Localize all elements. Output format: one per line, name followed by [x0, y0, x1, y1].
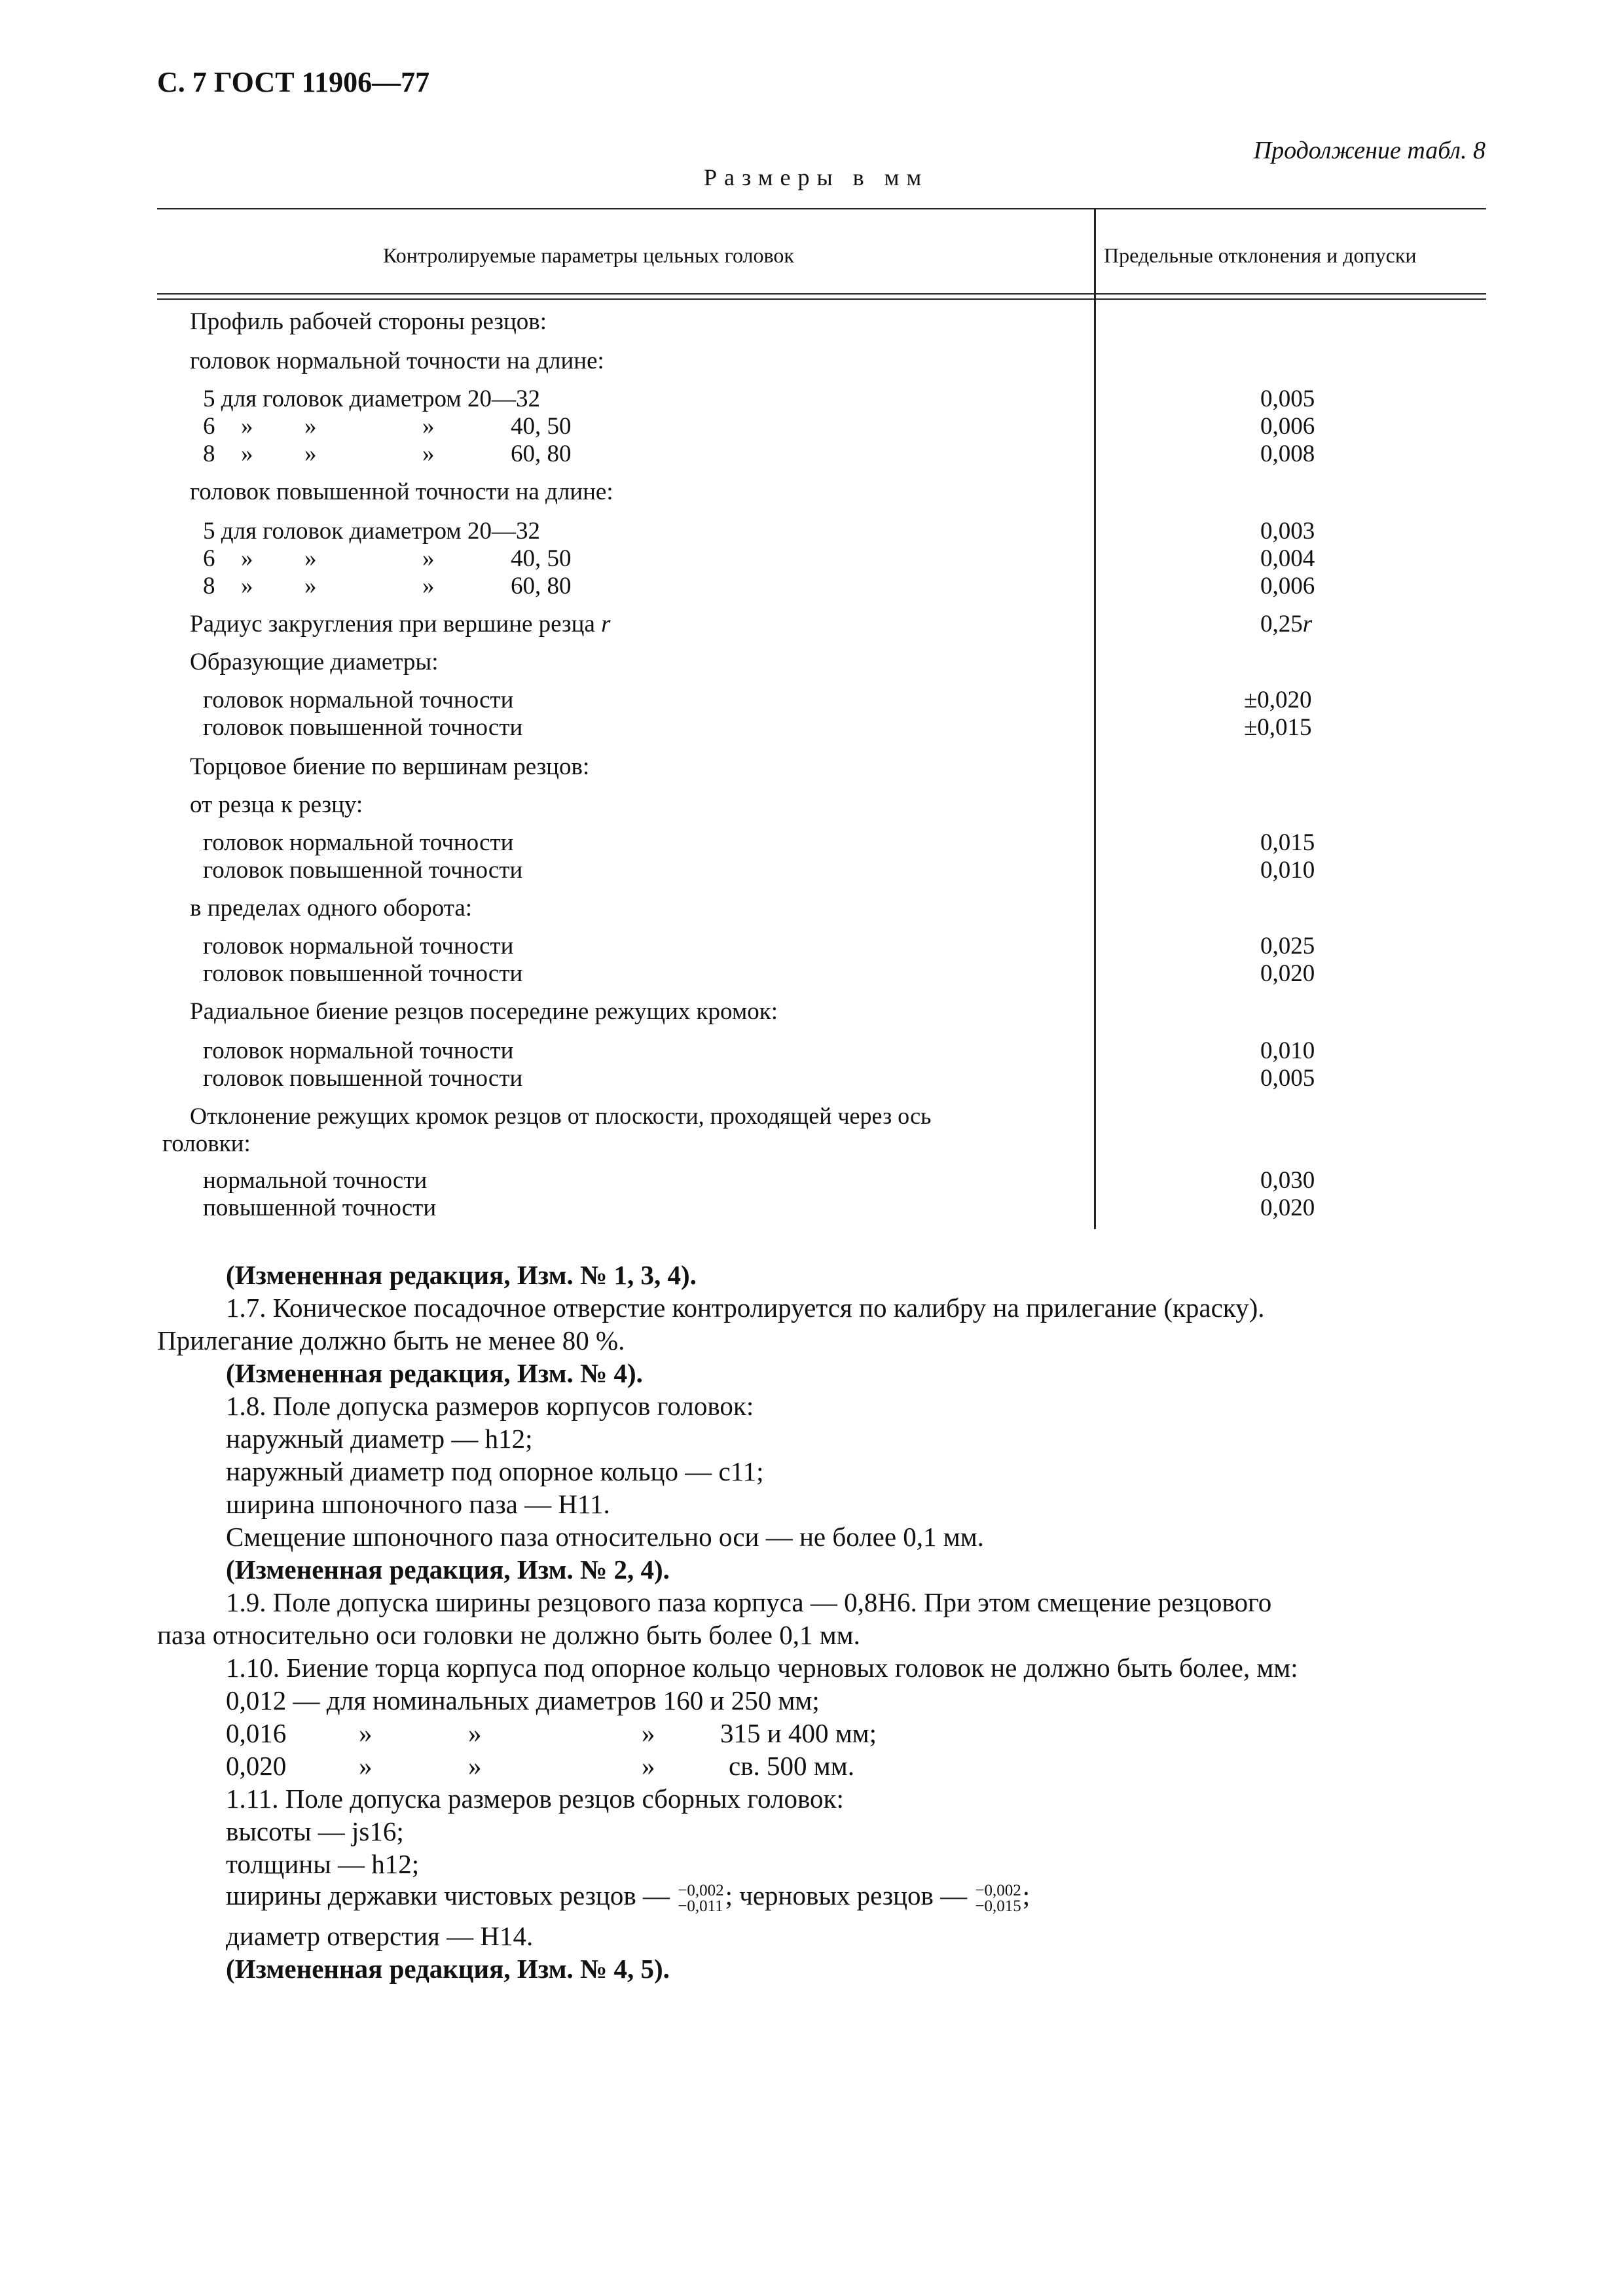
cutter-width-text: ширины державки чистовых резцов —: [226, 1880, 677, 1910]
table-value: 0,030: [1260, 1167, 1315, 1194]
table-value: ±0,020: [1244, 687, 1312, 713]
table-value: ±0,015: [1244, 714, 1312, 741]
ditto-mark: »: [422, 573, 435, 600]
paragraph-1-7-cont: Прилегание должно быть не менее 80 %.: [157, 1325, 625, 1355]
list-item: диаметр отверстия — H14.: [226, 1921, 534, 1951]
tolerance-lower: −0,015: [975, 1897, 1021, 1915]
ditto-mark: »: [642, 1718, 655, 1748]
list-item: [226, 1880, 1030, 1914]
table-value: 0,005: [1260, 1065, 1315, 1092]
table-value: 0,003: [1260, 518, 1315, 545]
ditto-mark: »: [304, 440, 317, 467]
table-row: Профиль рабочей стороны резцов:: [190, 308, 547, 335]
table-row: 40, 50: [511, 545, 572, 572]
table-top-rule: [157, 208, 1486, 209]
list-item-value: 0,016: [226, 1718, 287, 1748]
amendment-note: (Измененная редакция, Изм. № 2, 4).: [226, 1554, 670, 1585]
table-row: [190, 610, 611, 638]
table-value: 0,025: [1260, 933, 1315, 960]
table-row: головок повышенной точности: [203, 857, 523, 884]
ditto-mark: »: [304, 545, 317, 572]
ditto-mark: »: [468, 1718, 482, 1748]
table-row: 5 для головок диаметром 20—32: [203, 518, 540, 545]
table-row: 8: [203, 573, 215, 600]
table-row: головок повышенной точности: [203, 714, 523, 741]
radius-value-symbol: r: [1302, 611, 1313, 637]
ditto-mark: »: [241, 545, 253, 572]
ditto-mark: »: [422, 440, 435, 467]
table-row: Радиальное биение резцов посередине режущих кромок:: [190, 998, 778, 1025]
amendment-note: (Измененная редакция, Изм. № 4, 5).: [226, 1954, 670, 1984]
rough-cutter-text: ; черновых резцов —: [725, 1880, 974, 1910]
table-column-divider: [1094, 208, 1096, 1229]
radius-symbol: r: [601, 611, 611, 637]
table-value: 0,020: [1260, 1194, 1315, 1221]
tolerance-upper: −0,002: [678, 1881, 724, 1899]
table-row: головок нормальной точности на длине:: [190, 348, 604, 374]
table-row: от резца к резцу:: [190, 791, 363, 818]
tolerance-lower: −0,011: [678, 1897, 723, 1915]
table-row: 60, 80: [511, 573, 572, 600]
table-header-rule-2: [157, 298, 1486, 300]
table-row: 40, 50: [511, 413, 572, 440]
table-row: головок нормальной точности: [203, 933, 514, 960]
table-value: 0,015: [1260, 829, 1315, 856]
table-row: Образующие диаметры:: [190, 649, 439, 675]
list-item: ширина шпоночного паза — H11.: [226, 1489, 610, 1519]
ditto-mark: »: [241, 413, 253, 440]
table-row: 5 для головок диаметром 20—32: [203, 386, 540, 412]
table-value: 0,005: [1260, 386, 1315, 412]
units-label: Размеры в мм: [704, 164, 929, 190]
ditto-mark: »: [468, 1751, 482, 1781]
list-item-value: 0,020: [226, 1751, 287, 1781]
radius-label: Радиус закругления при вершине резца: [190, 611, 602, 637]
paragraph-1-9-cont: паза относительно оси головки не должно быть более 0,1 мм.: [157, 1620, 860, 1650]
paragraph-1-9: 1.9. Поле допуска ширины резцового паза корпуса — 0,8H6. При этом смещение резцового: [226, 1587, 1272, 1617]
list-item: св. 500 мм.: [729, 1751, 854, 1781]
amendment-note: (Измененная редакция, Изм. № 1, 3, 4).: [226, 1260, 697, 1290]
ditto-mark: »: [359, 1718, 373, 1748]
table-row: Отклонение режущих кромок резцов от плоскости, проходящей через ось: [190, 1103, 932, 1129]
table-value: 0,010: [1260, 857, 1315, 884]
table-row: 8: [203, 440, 215, 467]
ditto-mark: »: [422, 545, 435, 572]
tolerance-fraction: [975, 1883, 1021, 1914]
list-item: 0,012 — для номинальных диаметров 160 и 250 мм;: [226, 1685, 820, 1715]
table-value: 0,010: [1260, 1037, 1315, 1064]
table-value: 0,006: [1260, 413, 1315, 440]
table-row: 6: [203, 545, 215, 572]
amendment-note: (Измененная редакция, Изм. № 4).: [226, 1358, 643, 1388]
paragraph-1-10: 1.10. Биение торца корпуса под опорное кольцо черновых головок не должно быть более, мм:: [226, 1653, 1298, 1683]
table-row: повышенной точности: [203, 1194, 437, 1221]
paragraph-1-8: 1.8. Поле допуска размеров корпусов головок:: [226, 1391, 754, 1421]
column-header-parameters: Контролируемые параметры цельных головок: [383, 243, 794, 267]
ditto-mark: »: [241, 573, 253, 600]
list-item: наружный диаметр под опорное кольцо — c11;: [226, 1456, 764, 1486]
table-row: Торцовое биение по вершинам резцов:: [190, 753, 590, 780]
paragraph-1-11: 1.11. Поле допуска размеров резцов сборных головок:: [226, 1784, 844, 1814]
table-row: в пределах одного оборота:: [190, 895, 473, 922]
table-row: головок повышенной точности: [203, 1065, 523, 1092]
semicolon: ;: [1022, 1880, 1030, 1910]
ditto-mark: »: [304, 413, 317, 440]
list-item: Смещение шпоночного паза относительно оси — не более 0,1 мм.: [226, 1522, 984, 1552]
table-row: нормальной точности: [203, 1167, 428, 1194]
tolerance-fraction: [678, 1883, 723, 1914]
table-row: 6: [203, 413, 215, 440]
table-row: головок повышенной точности на длине:: [190, 478, 613, 505]
ditto-mark: »: [642, 1751, 655, 1781]
table-value: 0,020: [1260, 960, 1315, 987]
table-row: головок нормальной точности: [203, 829, 514, 856]
tolerance-upper: −0,002: [975, 1881, 1021, 1899]
table-value: 0,008: [1260, 440, 1315, 467]
radius-value: 0,25: [1260, 611, 1303, 637]
table-row: 60, 80: [511, 440, 572, 467]
list-item: 315 и 400 мм;: [720, 1718, 877, 1748]
table-continuation-label: Продолжение табл. 8: [1253, 137, 1486, 164]
paragraph-1-7: 1.7. Коническое посадочное отверстие контролируется по калибру на прилегание (краску).: [226, 1293, 1265, 1323]
document-header: С. 7 ГОСТ 11906—77: [157, 66, 430, 98]
ditto-mark: »: [422, 413, 435, 440]
table-value: 0,004: [1260, 545, 1315, 572]
list-item: толщины — h12;: [226, 1849, 420, 1879]
ditto-mark: »: [304, 573, 317, 600]
table-row: головок нормальной точности: [203, 687, 514, 713]
table-value: [1260, 610, 1312, 638]
table-row: головки:: [162, 1130, 251, 1157]
table-value: 0,006: [1260, 573, 1315, 600]
list-item: высоты — js16;: [226, 1816, 404, 1846]
ditto-mark: »: [359, 1751, 373, 1781]
ditto-mark: »: [241, 440, 253, 467]
table-row: головок повышенной точности: [203, 960, 523, 987]
column-header-tolerances: Предельные отклонения и допуски: [1104, 243, 1417, 267]
list-item: наружный диаметр — h12;: [226, 1424, 533, 1454]
table-header-rule-1: [157, 293, 1486, 295]
table-row: головок нормальной точности: [203, 1037, 514, 1064]
